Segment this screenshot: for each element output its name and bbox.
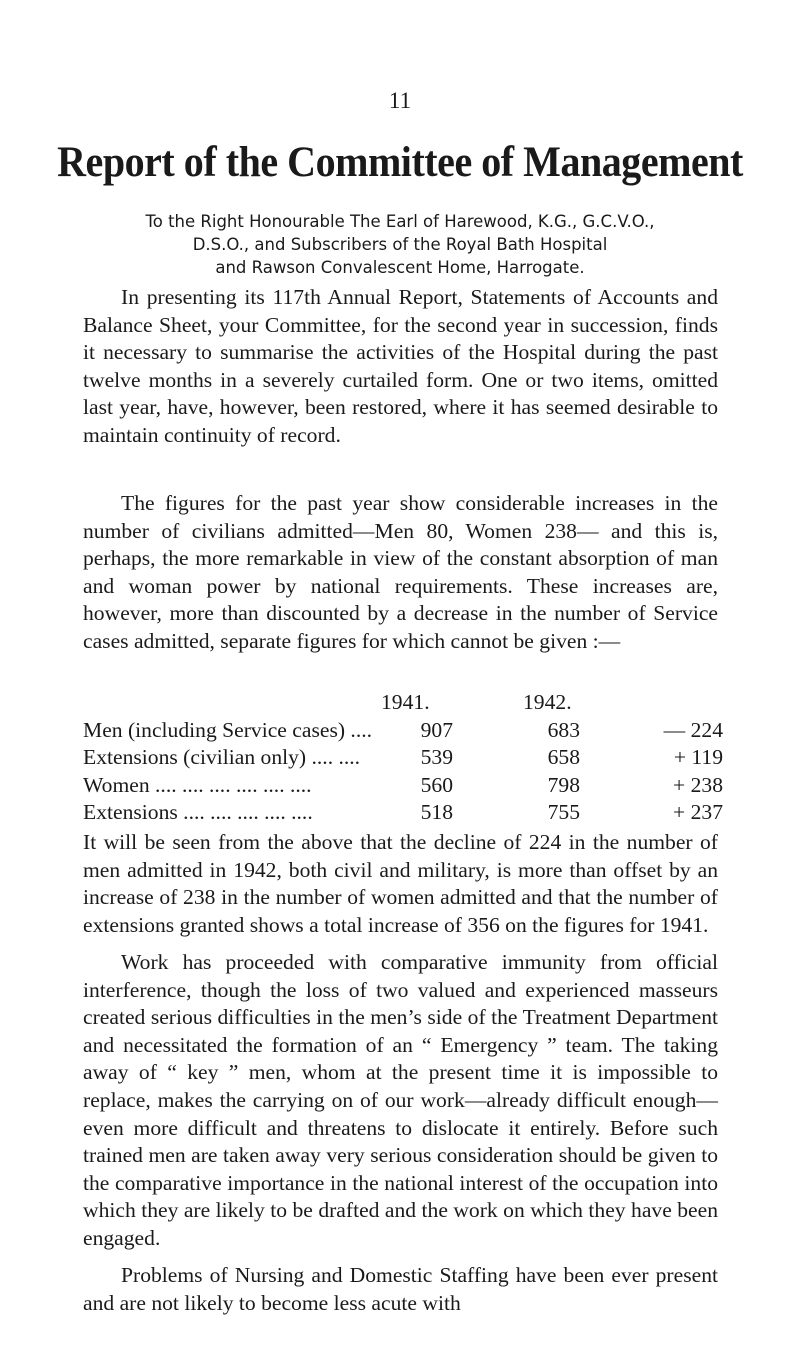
row-label: Extensions (civilian only) .... .... xyxy=(83,745,361,770)
page-number: 11 xyxy=(388,88,412,113)
value-1941: 518 xyxy=(420,800,453,825)
value-change: + 119 xyxy=(673,745,723,770)
paragraph-5: Problems of Nursing and Domestic Staffing have been ever present and are not likely to become less acute with xyxy=(83,1263,718,1315)
paragraph-3: It will be seen from the above that the decline of 224 in the number of men admitted in 1942, both civil and military, is more than offset by an increase of 238 in the number of women admitted and that the number of extensions granted shows a total increase of 356 on the figures for 1941. xyxy=(83,830,718,937)
page-title: Report of the Committee of Management xyxy=(57,139,743,186)
address-line-1: To the Right Honourable The Earl of Harewood, K.G., G.C.V.O., xyxy=(145,212,655,231)
value-1941: 907 xyxy=(420,717,453,742)
paragraph-2: The figures for the past year show considerable increases in the number of civilians admitted—Men 80, Women 238— and this is, perhaps, the more remarkable in view of the constant absorption of man and woman power by national requirements. These increases are, however, more than discounted by a decrease in the number of Service cases admitted, separate figures for which cannot be given :— xyxy=(83,491,718,653)
table-row xyxy=(83,744,723,772)
paragraph-1: In presenting its 117th Annual Report, Statements of Accounts and Balance Sheet, your Committee, for the second year in succession, finds it necessary to summarise the activities of the Hospital during the past twelve months in a severely curtailed form. One or two items, omitted last year, have, however, been restored, where it has seemed desirable to maintain continuity of record. xyxy=(83,285,718,447)
row-label: Women .... .... .... .... .... .... xyxy=(83,772,312,797)
value-1942: 798 xyxy=(547,772,580,797)
value-change: + 238 xyxy=(673,772,723,797)
table-row xyxy=(83,772,723,800)
table-row xyxy=(83,717,723,745)
row-label: Extensions .... .... .... .... .... xyxy=(83,800,313,825)
value-1942: 658 xyxy=(547,745,580,770)
value-1941: 539 xyxy=(420,745,453,770)
value-1942: 683 xyxy=(547,717,580,742)
paragraph-4: Work has proceeded with comparative immunity from official interference, though the loss of two valued and experienced masseurs created serious difficulties in the men’s side of the Treatment Department and necessitated the formation of an “ Emergency ” team. The taking away of “ key ” men, whom at the present time it is impossible to replace, makes the carrying on of our work—already difficult enough—even more difficult and threatens to dislocate it entirely. Before such trained men are taken away very serious consideration should be given to the comparative importance in the national interest of the occupation into which they are likely to be drafted and the work on which they have been engaged. xyxy=(83,950,718,1250)
value-1941: 560 xyxy=(420,772,453,797)
header-1942: 1942. xyxy=(523,690,572,714)
address-line-2: D.S.O., and Subscribers of the Royal Bath Hospital xyxy=(192,235,608,254)
admissions-table xyxy=(83,689,723,827)
header-1941: 1941. xyxy=(381,690,430,714)
value-1942: 755 xyxy=(547,800,580,825)
row-label: Men (including Service cases) .... xyxy=(83,717,373,742)
address-block xyxy=(80,210,720,279)
table-row xyxy=(83,799,723,827)
table-header-row xyxy=(83,689,723,717)
value-change: + 237 xyxy=(673,800,723,825)
address-line-3: and Rawson Convalescent Home, Harrogate. xyxy=(215,258,585,277)
value-change: — 224 xyxy=(663,717,723,742)
